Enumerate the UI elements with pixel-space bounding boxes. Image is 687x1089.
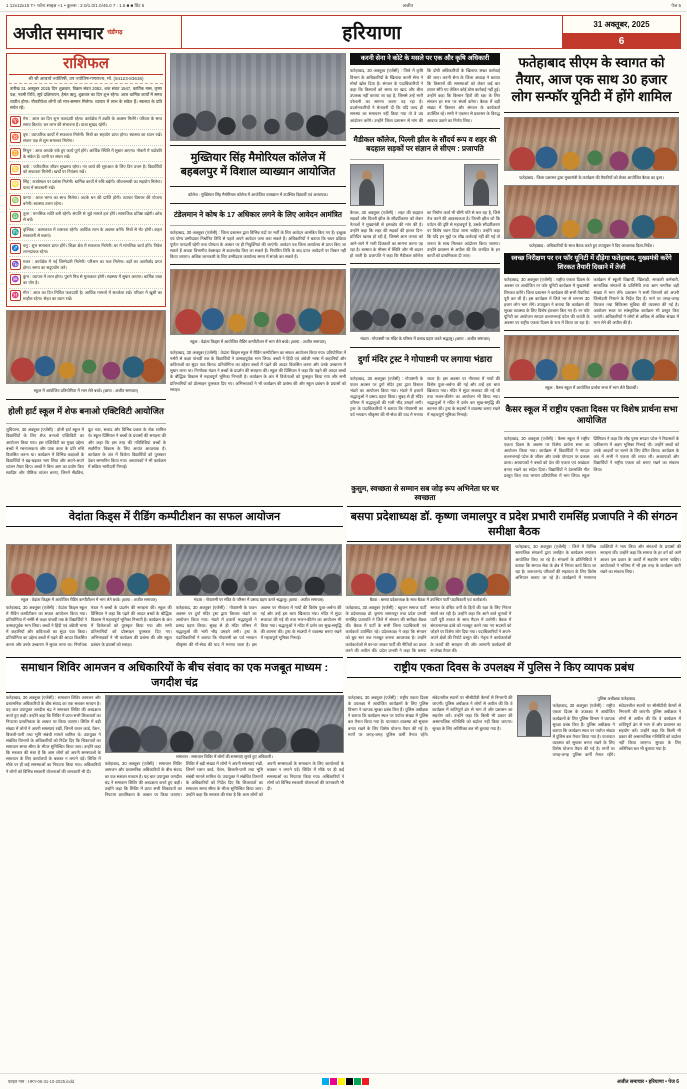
headline-kesar-school: कैसर स्कूल में राष्ट्रीय एकता दिवस पर विशेष प्रार्थना सभा आयोजित bbox=[505, 403, 678, 425]
prepress-left: 1 12x12x15 T+ फॉन्ट साइज़ +1 • कुल्ला : 2.0/1.0/1.0/45.0 7 : 1.5 ■ ■ प्रिंट 5 bbox=[6, 2, 145, 8]
officer-avatar bbox=[517, 695, 551, 737]
article-body-vedanta-lower: फतेहाबाद, 30 अक्तूबर (एजेंसी) : वेदांता किड्स स्कूल में रीडिंग कम्पीटीशन का सफल आयोजन किया गया। प्रतियोगिता में नर्सरी से कक्षा पांचवीं तक के विद्यार्थियों ने उत्साहपूर्वक भाग लिया। बच्चों ने हिंदी एवं अंग्रेजी भाषा में कहानियों और कविताओं का सुंदर पाठ किया। प्रतियोगिता का उद्देश्य बच्चों में पढ़ने की आदत विकसित करना और उनके उच्चारण में सुधार लाना था। निर्णायक मंडल ने बच्चों के प्रदर्शन की सराहना की। स्कूल की प्रिंसिपल ने कहा कि पढ़ने की आदत बच्चों के बौद्धिक विकास में महत्वपूर्ण भूमिका निभाती है। कार्यक्रम के अंत में विजेताओं को पुरस्कृत किया गया और सभी प्रतिभागियों को प्रोत्साहन पुरस्कार दिए गए। अभिभावकों ने भी कार्यक्रम की प्रशंसा की और स्कूल प्रबंधन के प्रयासों को सराहा। bbox=[6, 604, 172, 647]
color-swatches bbox=[322, 1078, 369, 1085]
article-body-bsp: फतेहाबाद, 30 अक्तूबर (एजेंसी) : बहुजन समाज पार्टी के प्रदेशाध्यक्ष डॉ. कृष्णा जमालपुर तथा प्रदेश प्रभारी रामसिंह प्रजापति ने जिले में संगठन की समीक्षा बैठक की। बैठक में पार्टी के सभी जिला पदाधिकारी एवं कार्यकर्ता उपस्थित रहे। प्रदेशाध्यक्ष ने कहा कि संगठन को बूथ स्तर तक मजबूत बनाना आवश्यक है। उन्होंने कार्यकर्ताओं से घर-घर जाकर पार्टी की नीतियों का प्रचार करने की अपील की। प्रदेश प्रभारी ने कहा कि बसपा समाज के वंचित वर्गों के हितों की रक्षा के लिए निरंतर संघर्ष कर रही है। उन्होंने कहा कि आने वाले चुनावों में पार्टी पूरी ताकत के साथ मैदान में उतरेगी। बैठक में संगठनात्मक ढांचे को मजबूत करने तथा नए सदस्यों को जोड़ने पर विशेष जोर दिया गया। पदाधिकारियों ने अपने-अपने क्षेत्रों की रिपोर्ट प्रस्तुत की। नेतृत्व ने कार्यकर्ताओं के कार्यों की सराहना की और आगामी कार्यक्रमों की रूपरेखा तैयार की। bbox=[345, 604, 512, 653]
photo-caption: समाधान : समाधान शिविर में लोगों की समस्याएं सुनते हुए अधिकारी। bbox=[176, 753, 273, 759]
horoscope-text: वृष : व्यापारिक कार्यों में सफलता मिलेगी। मित्रों का सहयोग प्राप्त होगा। स्वास्थ्य का ध्यान रखें। संतान पक्ष से शुभ समाचार मिलेगा। bbox=[23, 131, 162, 143]
list-item bbox=[9, 273, 163, 289]
footer-imprint: अजीत समाचार • हरियाणा • पेज 6 bbox=[616, 1078, 679, 1085]
virgo-icon: ♍ bbox=[10, 195, 21, 206]
bottom-section bbox=[6, 657, 681, 693]
horoscope-text: कर्क : पारिवारिक जीवन सुखमय रहेगा। नए कार्य की शुरुआत के लिए दिन उत्तम है। विद्यार्थियों को सफलता मिलेगी। खर्चों पर नियंत्रण रखें। bbox=[23, 163, 162, 175]
photo-caption: कॉलेज : मुख्तियार सिंह मैमोरियल कॉलेज में आयोजित व्याख्यान में उपस्थित विद्यार्थी एवं अध्यापक। bbox=[187, 191, 329, 197]
section-title: हरियाणा bbox=[342, 23, 402, 44]
banner-bsp: बसपा प्रदेशाध्यक्ष डॉ. कृष्णा जमालपुर व प्रदेश प्रभारी रामसिंह प्रजापति ने की संगठन समीक्षा बैठक bbox=[347, 506, 681, 542]
article-body-vedanta: फतेहाबाद, 30 अक्तूबर (एजेंसी) : वेदांता किड्स स्कूल में रीडिंग कम्पीटीशन का सफल आयोजन किया गया। प्रतियोगिता में नर्सरी से कक्षा पांचवीं तक के विद्यार्थियों ने उत्साहपूर्वक भाग लिया। बच्चों ने हिंदी एवं अंग्रेजी भाषा में कहानियों और कविताओं का सुंदर पाठ किया। प्रतियोगिता का उद्देश्य बच्चों में पढ़ने की आदत विकसित करना और उनके उच्चारण में सुधार लाना था। निर्णायक मंडल ने बच्चों के प्रदर्शन की सराहना की। स्कूल की प्रिंसिपल ने कहा कि पढ़ने की आदत बच्चों के बौद्धिक विकास में महत्वपूर्ण भूमिका निभाती है। कार्यक्रम के अंत में विजेताओं को पुरस्कृत किया गया और सभी प्रतिभागियों को प्रोत्साहन पुरस्कार दिए गए। अभिभावकों ने भी कार्यक्रम की प्रशंसा की और स्कूल प्रबंधन के प्रयासों को सराहा। bbox=[170, 349, 346, 392]
photo-caption: भंडारा : गोपाष्टमी पर मंदिर के परिसर में प्रसाद ग्रहण करते श्रद्धालु। (छाया : अजीत समाचार) bbox=[360, 335, 490, 341]
banner-samadhan: समाधान शिविर आमजन व अधिकारियों के बीच संवाद का एक मजबूत माध्यम : जगदीश चंद्र bbox=[6, 657, 343, 693]
avatar bbox=[464, 164, 498, 206]
banner-vedanta: वेदांता किड्स में रीडिंग कम्पीटीशन का सफल आयोजन bbox=[6, 506, 343, 527]
aries-icon: ♈ bbox=[10, 116, 21, 127]
column-two bbox=[170, 53, 346, 479]
swatch-cyan bbox=[322, 1078, 329, 1085]
horoscope-text: कुंभ : व्यापार में लाभ होगा। पुराने मित्र से मुलाकात होगी। स्वास्थ्य में सुधार आएगा। धार्मिक यात्रा का योग है। bbox=[23, 274, 162, 286]
headline-fatehabad-cm: फतेहाबाद सीएम के स्वागत को तैयार, आज एक साथ 30 हजार लोग सन्फॉर यूनिटी में होंगे शामिल bbox=[511, 55, 672, 104]
article-body-samadhan-2: फतेहाबाद, 30 अक्तूबर (एजेंसी) : समाधान शिविर आमजन और प्रशासनिक अधिकारियों के बीच संवाद का एक सशक्त माध्यम है। यह बात उपायुक्त जगदीश चंद्र ने समाधान शिविर की अध्यक्षता करते हुए कही। उन्होंने कहा कि शिविर में प्राप्त सभी शिकायतों का निपटारा प्राथमिकता के आधार पर किया जाएगा। शिविर में बड़ी संख्या में लोगों ने अपनी समस्याएं रखीं, जिनमें राशन कार्ड, पेंशन, बिजली-पानी तथा भूमि संबंधी मामले शामिल थे। उपायुक्त ने संबंधित विभागों के अधिकारियों को निर्देश दिए कि शिकायतों का समाधान समय सीमा के भीतर सुनिश्चित किया जाए। उन्होंने कहा कि सरकार की मंशा है कि आम लोगों को अपनी समस्याओं के समाधान के लिए कार्यालयों के चक्कर न लगाने पड़ें। शिविर में मौके पर ही कई समस्याओं का निपटारा किया गया। अधिकारियों ने लोगों को विभिन्न सरकारी योजनाओं की जानकारी भी दी। bbox=[104, 761, 344, 797]
bottom-col-4 bbox=[517, 695, 682, 798]
page-body bbox=[6, 53, 681, 479]
banner-police: राष्ट्रीय एकता दिवस के उपलक्ष्य में पुलिस ने किए व्यापक प्रबंध bbox=[347, 657, 681, 678]
article-body-samadhan-1: फतेहाबाद, 30 अक्तूबर (एजेंसी) : समाधान शिविर आमजन और प्रशासनिक अधिकारियों के बीच संवाद का एक सशक्त माध्यम है। यह बात उपायुक्त जगदीश चंद्र ने समाधान शिविर की अध्यक्षता करते हुए कही। उन्होंने कहा कि शिविर में प्राप्त सभी शिकायतों का निपटारा प्राथमिकता के आधार पर किया जाएगा। शिविर में बड़ी संख्या में लोगों ने अपनी समस्याएं रखीं, जिनमें राशन कार्ड, पेंशन, बिजली-पानी तथा भूमि संबंधी मामले शामिल थे। उपायुक्त ने संबंधित विभागों के अधिकारियों को निर्देश दिए कि शिकायतों का समाधान समय सीमा के भीतर सुनिश्चित किया जाए। उन्होंने कहा कि सरकार की मंशा है कि आम लोगों को अपनी समस्याओं के समाधान के लिए कार्यालयों के चक्कर न लगाने पड़ें। शिविर में मौके पर ही कई समस्याओं का निपटारा किया गया। अधिकारियों ने लोगों को विभिन्न सरकारी योजनाओं की जानकारी भी दी। bbox=[6, 694, 101, 774]
bottom-col-1 bbox=[6, 695, 101, 798]
lower-section bbox=[6, 506, 681, 542]
photo-caption: फतेहाबाद : जिला प्रशासन द्वारा मुख्यमंत्री के कार्यक्रम की तैयारियों को लेकर आयोजित बैठक का दृश्य। bbox=[519, 174, 664, 180]
taurus-icon: ♉ bbox=[10, 132, 21, 143]
horoscope-text: तुला : मानसिक शांति बनी रहेगी। संपत्ति से जुड़े मामले हल होंगे। सामाजिक प्रतिष्ठा बढ़ेगी। क्रोध से बचें। bbox=[23, 211, 162, 222]
headline-medical-college: मैडीकल कॉलेज, पिल्ली झील के सौंदर्य रूप व शहर की बदहाल सड़कों पर संज्ञान ले सीएम : प्रजापति bbox=[353, 134, 497, 153]
aquarius-icon: ♒ bbox=[10, 274, 21, 285]
list-item bbox=[9, 241, 163, 257]
headline-kusum: कुसुम, स्वच्छता से सम्मान सब जोड़ रूप अभिनेता घर घर स्वच्छता bbox=[351, 483, 499, 503]
list-item bbox=[9, 225, 163, 241]
horoscope-text: मकर : कार्यक्षेत्र में नई जिम्मेदारी मिलेगी। परिश्रम का फल मिलेगा। बड़ों का आशीर्वाद प्राप्त होगा। समय का सदुपयोग करें। bbox=[23, 258, 162, 270]
headline-tendon: टंडेलमान ने कोष के 17 अधिकार लगने के लिए आवेदन आमंत्रित bbox=[173, 209, 343, 219]
list-item bbox=[9, 115, 163, 131]
photo-caption: फतेहाबाद : अधिकारियों के साथ बैठक करते हुए उपायुक्त ने दिए आवश्यक दिशा-निर्देश। bbox=[529, 243, 654, 249]
list-item bbox=[9, 289, 163, 304]
lower-col-3 bbox=[346, 544, 512, 654]
article-body-police-2: फतेहाबाद, 30 अक्तूबर (एजेंसी) : राष्ट्रीय एकता दिवस के उपलक्ष्य में आयोजित कार्यक्रमों के लिए पुलिस विभाग ने व्यापक सुरक्षा प्रबंध किए हैं। पुलिस अधीक्षक ने बताया कि कार्यक्रम स्थल पर पर्याप्त संख्या में पुलिस बल तैनात किया गया है। यातायात व्यवस्था को सुचारू बनाए रखने के लिए विशेष योजना तैयार की गई है। मार्गों पर जगह-जगह पुलिस कर्मी तैनात रहेंगे। संवेदनशील स्थानों पर सीसीटीवी कैमरों से निगरानी की जाएगी। पुलिस अधीक्षक ने लोगों से अपील की कि वे कार्यक्रम में शांतिपूर्ण ढंग से भाग लें और प्रशासन का सहयोग करें। उन्होंने कहा कि किसी भी प्रकार की असामाजिक गतिविधि को बर्दाश्त नहीं किया जाएगा। सुरक्षा के लिए अतिरिक्त बल भी बुलाया गया है। bbox=[552, 703, 682, 758]
lower-columns bbox=[6, 544, 681, 654]
article-body-medical-college: कैथल, 30 अक्तूबर (एजेंसी) : शहर की बदहाल सड़कों और पिल्ली झील के सौंदर्यीकरण को लेकर नेताओं ने मुख्यमंत्री से हस्तक्षेप की मांग की है। उन्होंने कहा कि शहर की सड़कों की हालत दिन-प्रतिदिन खराब हो रही है, जिससे आम जनता को आने-जाने में भारी दिक्कतों का सामना करना पड़ रहा है। बरसात के मौसम में स्थिति और भी बदतर हो जाती है। प्रजापति ने कहा कि मैडीकल कॉलेज का निर्माण कार्य भी धीमी गति से चल रहा है, जिसे तेज करने की आवश्यकता है। पिल्ली झील जो कि पर्यटन की दृष्टि से महत्वपूर्ण है, उसके सौंदर्यीकरण पर विशेष ध्यान दिया जाना चाहिए। उन्होंने कहा कि यदि इन मुद्दों पर शीघ्र कार्रवाई नहीं की गई तो जनता के साथ मिलकर आंदोलन किया जाएगा। उन्होंने प्रशासन से अपील की कि जनहित के इन कार्यों को प्राथमिकता दी जाए। bbox=[350, 209, 500, 258]
masthead-meta bbox=[562, 16, 680, 48]
photo-caption: स्कूल : वेदांता किड्स में आयोजित रीडिंग कम्पीटीशन में भाग लेते बच्चे। (छाया : अजीत समाचार) bbox=[190, 339, 326, 345]
footer-filename: फाइल नाम : HRY-06-31-10-2025.indd bbox=[8, 1078, 75, 1084]
avatar bbox=[350, 164, 384, 206]
horoscope-text: कन्या : आज भाग्य का साथ मिलेगा। अटके धन की प्राप्ति होगी। व्यापार विस्तार की योजना बनेगी। स्वास्थ्य उत्तम रहेगा। bbox=[23, 195, 162, 207]
samadhan-photo bbox=[105, 695, 344, 753]
list-item bbox=[9, 130, 163, 146]
swatch-black bbox=[346, 1078, 353, 1085]
scorpio-icon: ♏ bbox=[10, 227, 21, 238]
column-three bbox=[350, 53, 500, 479]
vedanta-kids-photo bbox=[170, 269, 346, 335]
headline-holy-heart: होली हार्ट स्कूल में शेफ बनाओ एक्टिविटी आयोजित bbox=[8, 406, 164, 417]
capricorn-icon: ♑ bbox=[10, 259, 21, 270]
list-item bbox=[9, 162, 163, 178]
lower-col-1 bbox=[6, 544, 172, 654]
libra-icon: ♎ bbox=[10, 211, 21, 222]
cancer-icon: ♋ bbox=[10, 164, 21, 175]
swatch-magenta bbox=[330, 1078, 337, 1085]
pisces-icon: ♓ bbox=[10, 290, 21, 301]
durga-lower-photo bbox=[176, 544, 342, 596]
horoscope-byline: श्री श्री आचार्य ज्योतिषी, उप ज्योतिष-गणराज्य, मो. (94123-83636) bbox=[9, 75, 163, 84]
bottom-columns bbox=[6, 695, 681, 798]
kicker-run-for-unity: स्वच्छ निरीक्षण पर रन फॉर यूनिटी में दौड़ेगा फतेहाबाद, मुख्यमंत्री करेंगे शिरकत तैयारी दिखाने में तेजी bbox=[504, 253, 679, 274]
kesar-school-photo bbox=[504, 335, 679, 381]
officer-caption: पुलिस अधीक्षक फतेहाबाद bbox=[597, 695, 635, 701]
photo-caption: स्कूल में आयोजित प्रतियोगिता में भाग लेते बच्चे। (छाया : अजीत समाचार) bbox=[33, 387, 139, 393]
prepress-center: अजीत bbox=[402, 2, 414, 8]
vedanta-lower-photo bbox=[6, 544, 172, 596]
list-item bbox=[9, 194, 163, 210]
publication-date: 31 अक्तूबर, 2025 bbox=[563, 16, 680, 34]
gemini-icon: ♊ bbox=[10, 148, 21, 159]
cm-meeting-photo-1 bbox=[504, 117, 679, 171]
lower-col-2 bbox=[176, 544, 342, 654]
headline-durga-mandir: दुर्गा मंदिर ट्रस्ट ने गोपाष्टमी पर लगाया भंडारा bbox=[357, 354, 493, 365]
kusum-block bbox=[350, 482, 500, 505]
photo-caption: स्कूल : कैसर स्कूल में आयोजित प्रार्थना सभा में भाग लेते विद्यार्थी। bbox=[545, 385, 638, 391]
photo-caption: बैठक : बसपा प्रदेशाध्यक्ष के साथ बैठक में उपस्थित पार्टी पदाधिकारी एवं कार्यकर्ता। bbox=[369, 597, 488, 603]
mid-strip bbox=[6, 482, 681, 505]
sagittarius-icon: ♐ bbox=[10, 243, 21, 254]
swatch-green bbox=[354, 1078, 361, 1085]
horoscope-title: राशिफल bbox=[9, 56, 163, 75]
photo-caption: भंडारा : गोपाष्टमी पर मंदिर के परिसर में प्रसाद ग्रहण करते श्रद्धालु। (छाया : अजीत समाचार) bbox=[193, 597, 324, 603]
prepress-footer bbox=[0, 1073, 687, 1089]
horoscope-text: मेष : आज का दिन शुभ फलदायी रहेगा। कार्यक्षेत्र में उन्नति के अवसर मिलेंगे। परिवार के साथ समय बिताएं। धन लाभ की संभावना है। यात्रा सुखद रहेगी। bbox=[23, 116, 162, 127]
mukhtiar-college-photo bbox=[170, 53, 346, 141]
article-body-holy-heart: लुधियाना, 30 अक्तूबर (एजेंसी) : होली हार्ट स्कूल में विद्यार्थियों के लिए शेफ बनाओ एक्टिविटी का आयोजन किया गया। इस एक्टिविटी का मुख्य उद्देश्य बच्चों में रचनात्मकता और पाक कला के प्रति रुचि विकसित करना था। कार्यक्रम में विभिन्न कक्षाओं के विद्यार्थियों ने बढ़-चढ़कर भाग लिया और अपने-अपने व्यंजन तैयार किए। बच्चों ने बिना आग का प्रयोग किए स्वादिष्ट और पौष्टिक व्यंजन बनाए, जिनमें सैंडविच, फ्रूट चाट, सलाद और विभिन्न प्रकार के शेक शामिल थे। स्कूल प्रिंसिपल ने बच्चों के प्रयासों की सराहना की और कहा कि इस तरह की गतिविधियां बच्चों के सर्वांगीण विकास के लिए अत्यंत आवश्यक हैं। कार्यक्रम के अंत में विजेता विद्यार्थियों को पुरस्कार देकर सम्मानित किया गया। अध्यापकों ने भी कार्यक्रम में सक्रिय भागीदारी निभाई। bbox=[6, 427, 166, 476]
article-body-misc: फतेहाबाद, 30 अक्तूबर (एजेंसी) : जिले में विभिन्न सामाजिक संगठनों द्वारा जनहित के कार्यक्रम लगातार आयोजित किए जा रहे हैं। संगठनों के प्रतिनिधियों ने बताया कि समाज सेवा के क्षेत्र में निरंतर कार्य किया जा रहा है। जरूरतमंद परिवारों की सहायता के लिए विशेष अभियान चलाए जा रहे हैं। कार्यक्रमों में गणमान्य व्यक्तियों ने भाग लिया और संगठनों के प्रयासों की सराहना की। उन्होंने कहा कि समाज के हर वर्ग को आगे आकर इस प्रकार के कार्यों में सहयोग करना चाहिए। आयोजकों ने भविष्य में भी इस तरह के कार्यक्रम जारी रखने का संकल्प लिया। bbox=[515, 544, 681, 581]
page-number: 6 bbox=[563, 34, 680, 48]
lower-col-4 bbox=[515, 544, 681, 654]
vedanta-banner-block bbox=[6, 506, 343, 542]
list-item bbox=[9, 146, 163, 162]
list-item bbox=[9, 178, 163, 194]
bsp-banner-block bbox=[347, 506, 681, 542]
article-body-karni-sena: फतेहाबाद, 30 अक्तूबर (एजेंसी) : जिले में कृषि विभाग के अधिकारियों के खिलाफ करनी सेना ने मोर्चा खोल दिया है। संगठन के पदाधिकारियों ने कहा कि किसानों को समय पर खाद और बीज उपलब्ध नहीं कराया जा रहा है, जिससे उन्हें भारी परेशानी का सामना करना पड़ रहा है। प्रदर्शनकारियों ने चेतावनी दी कि यदि जल्द ही समस्या का समाधान नहीं किया गया तो वे उग्र आंदोलन करेंगे। उन्होंने जिला प्रशासन से मांग की कि दोषी अधिकारियों के खिलाफ सख्त कार्रवाई की जाए। करनी सेना के जिला अध्यक्ष ने बताया कि किसानों की समस्याओं को लेकर कई बार ज्ञापन सौंपे गए लेकिन कोई ठोस कार्रवाई नहीं हुई। उन्होंने कहा कि किसान हितों की रक्षा के लिए संगठन हर स्तर पर संघर्ष करेगा। बैठक में बड़ी संख्या में किसान और संगठन के कार्यकर्ता उपस्थित रहे। सभी ने एकमत से प्रशासन के विरुद्ध आवाज उठाने का निर्णय लिया। bbox=[350, 68, 500, 123]
newspaper-logo: अजीत समाचार bbox=[13, 23, 104, 43]
horoscope-text: सिंह : कार्यस्थल पर प्रशंसा मिलेगी। धार्मिक कार्यों में रुचि बढ़ेगी। जीवनसाथी का सहयोग मिलेगा। यात्रा में सावधानी रखें। bbox=[23, 179, 162, 191]
list-item bbox=[9, 210, 163, 226]
samadhan-banner-block bbox=[6, 657, 343, 693]
edition-label: चंडीगढ़ bbox=[107, 30, 123, 36]
article-body-durga-mandir: फतेहाबाद, 30 अक्तूबर (एजेंसी) : गोपाष्टमी के पावन अवसर पर दुर्गा मंदिर ट्रस्ट द्वारा विशाल भंडारे का आयोजन किया गया। भंडारे में हजारों श्रद्धालुओं ने प्रसाद ग्रहण किया। सुबह से ही मंदिर परिसर में श्रद्धालुओं की भारी भीड़ उमड़ने लगी। ट्रस्ट के पदाधिकारियों ने बताया कि गोपाष्टमी का पर्व भगवान श्रीकृष्ण की गौ-सेवा की याद में मनाया जाता है। इस अवसर पर गौशाला में गायों की विशेष पूजा-अर्चना की गई और उन्हें हरा चारा खिलाया गया। मंदिर में सुंदर सजावट की गई थी तथा भजन-कीर्तन का आयोजन भी किया गया। श्रद्धालुओं ने मंदिर में दर्शन कर सुख-समृद्धि की कामना की। ट्रस्ट के सदस्यों ने व्यवस्था बनाए रखने में महत्वपूर्ण भूमिका निभाई। bbox=[350, 375, 500, 418]
headline-mukhtiar-college: मुख्तियार सिंह मैमोरियल कॉलेज में बहबलपुर में विशाल व्याख्यान आयोजित bbox=[180, 152, 336, 178]
holy-heart-photo bbox=[6, 310, 166, 384]
article-body-police-1: फतेहाबाद, 30 अक्तूबर (एजेंसी) : राष्ट्रीय एकता दिवस के उपलक्ष्य में आयोजित कार्यक्रमों के लिए पुलिस विभाग ने व्यापक सुरक्षा प्रबंध किए हैं। पुलिस अधीक्षक ने बताया कि कार्यक्रम स्थल पर पर्याप्त संख्या में पुलिस बल तैनात किया गया है। यातायात व्यवस्था को सुचारू बनाए रखने के लिए विशेष योजना तैयार की गई है। मार्गों पर जगह-जगह पुलिस कर्मी तैनात रहेंगे। संवेदनशील स्थानों पर सीसीटीवी कैमरों से निगरानी की जाएगी। पुलिस अधीक्षक ने लोगों से अपील की कि वे कार्यक्रम में शांतिपूर्ण ढंग से भाग लें और प्रशासन का सहयोग करें। उन्होंने कहा कि किसी भी प्रकार की असामाजिक गतिविधि को बर्दाश्त नहीं किया जाएगा। सुरक्षा के लिए अतिरिक्त बल भी बुलाया गया है। bbox=[348, 694, 513, 737]
column-four bbox=[504, 53, 679, 479]
column-one bbox=[6, 53, 166, 479]
bottom-col-2 bbox=[105, 695, 344, 798]
article-body-kesar-school: फतेहाबाद, 30 अक्तूबर (एजेंसी) : कैसर स्कूल में राष्ट्रीय एकता दिवस के अवसर पर विशेष प्रार्थना सभा का आयोजन किया गया। कार्यक्रम में विद्यार्थियों ने सरदार वल्लभभाई पटेल के जीवन और उनके योगदान पर प्रकाश डाला। अध्यापकों ने बच्चों को देश की एकता एवं अखंडता बनाए रखने का संदेश दिया। विद्यार्थियों ने देशभक्ति गीत प्रस्तुत किए तथा भाषण प्रतियोगिता में भाग लिया। स्कूल प्रिंसिपल ने कहा कि लौह पुरुष सरदार पटेल ने रियासतों के एकीकरण में अहम भूमिका निभाई थी। उन्होंने बच्चों को उनके आदर्शों पर चलने के लिए प्रेरित किया। कार्यक्रम के अंत में सभी ने एकता की शपथ ली। अध्यापकों और विद्यार्थियों ने राष्ट्रीय एकता को बनाए रखने का संकल्प लिया। bbox=[504, 435, 679, 478]
durga-mandir-photo bbox=[350, 268, 500, 332]
swatch-yellow bbox=[338, 1078, 345, 1085]
horoscope-text: मीन : आज का दिन मिश्रित फलदायी है। आर्थिक मामलों में सतर्कता रखें। परिवार में खुशी का माहौल रहेगा। सेहत का ध्यान रखें। bbox=[23, 290, 162, 302]
horoscope-intro: तारीख 31 अक्तूबर 2025 दिन शुक्रवार, विक्रम संवत 2082, शक संवत 1947, कार्तिक मास, कृष्ण पक्ष, नवमी तिथि, सूर्य दक्षिणायन, हेमंत ऋतु, शुक्रवार का दिन शुभ रहेगा। आज धार्मिक कार्यों में समय व्यतीत होगा। नौकरीपेशा लोगों को मान-सम्मान मिलेगा। व्यापार में लाभ के संकेत हैं। स्वास्थ्य के प्रति सचेत रहें। bbox=[9, 84, 163, 115]
masthead bbox=[6, 15, 681, 49]
police-banner-block bbox=[347, 657, 681, 693]
photo-caption: स्कूल : वेदांता किड्स में आयोजित रीडिंग कम्पीटीशन में भाग लेते बच्चे। (छाया : अजीत समाचार) bbox=[21, 597, 157, 603]
bottom-col-3 bbox=[348, 695, 513, 798]
leo-icon: ♌ bbox=[10, 179, 21, 190]
masthead-section bbox=[182, 16, 562, 48]
swatch-red bbox=[362, 1078, 369, 1085]
horoscope-text: धनु : शुभ समाचार प्राप्त होंगे। शिक्षा क्षेत्र में सफलता मिलेगी। घर में मांगलिक कार्य होंगे। निवेश लाभदायक रहेगा। bbox=[23, 242, 162, 254]
horoscope-text: मिथुन : आज आपके रुके हुए कार्य पूर्ण होंगे। आर्थिक स्थिति में सुधार आएगा। नौकरी में पदोन्नति के संकेत हैं। वाणी पर संयम रखें। bbox=[23, 147, 162, 159]
cm-meeting-photo-2 bbox=[504, 185, 679, 239]
kicker-karni-sena: करनी सेना ने कोटे के मसले पर एक और कृषि अधिकारी bbox=[350, 53, 500, 65]
prepress-right: पेज 5 bbox=[671, 2, 681, 8]
article-body-fatehabad-cm: फतेहाबाद, 30 अक्तूबर (एजेंसी) : राष्ट्रीय एकता दिवस के अवसर पर आयोजित रन फॉर यूनिटी कार्यक्रम में मुख्यमंत्री शिरकत करेंगे। जिला प्रशासन ने कार्यक्रम की सभी तैयारियां पूरी कर ली हैं। इस कार्यक्रम में जिले भर से लगभग 30 हजार लोग भाग लेंगे। उपायुक्त ने बताया कि कार्यक्रम की सुरक्षा व्यवस्था के लिए विशेष इंतजाम किए गए हैं। रन फॉर यूनिटी का आयोजन सरदार वल्लभभाई पटेल की जयंती के अवसर पर राष्ट्रीय एकता दिवस के रूप में किया जा रहा है। कार्यक्रम में स्कूली विद्यार्थी, खिलाड़ी, सरकारी कर्मचारी, सामाजिक संगठनों के प्रतिनिधि तथा आम नागरिक बड़ी संख्या में भाग लेंगे। प्रशासन ने सभी विभागों को अपनी जिम्मेदारी निभाने के निर्देश दिए हैं। मार्ग पर जगह-जगह पेयजल तथा चिकित्सा सुविधा की व्यवस्था की गई है। आयोजन स्थल पर सांस्कृतिक कार्यक्रम भी प्रस्तुत किए जाएंगे। अधिकारियों ने लोगों से अधिक से अधिक संख्या में भाग लेने की अपील की है। bbox=[504, 277, 679, 326]
bsp-meeting-photo bbox=[346, 544, 512, 596]
article-body-tendon: फतेहाबाद, 30 अक्तूबर (एजेंसी) : जिला प्रशासन द्वारा विभिन्न पदों पर भर्ती के लिए आवेदन आमंत्रित किए गए हैं। इच्छुक एवं योग्य उम्मीदवार निर्धारित तिथि से पहले अपने आवेदन जमा करा सकते हैं। अधिकारियों ने बताया कि चयन प्रक्रिया पूर्णतः पारदर्शी रहेगी तथा योग्यता के आधार पर ही नियुक्तियां की जाएंगी। आवेदन पत्र जिला कार्यालय से प्राप्त किए जा सकते हैं अथवा विभागीय वेबसाइट से डाउनलोड किए जा सकते हैं। निर्धारित तिथि के बाद प्राप्त आवेदनों पर विचार नहीं किया जाएगा। अधिक जानकारी के लिए उम्मीदवार कार्यालय समय में संपर्क कर सकते हैं। bbox=[170, 229, 346, 260]
list-item bbox=[9, 257, 163, 273]
masthead-brand bbox=[7, 16, 182, 48]
prepress-strip bbox=[0, 0, 687, 12]
horoscope-text: वृश्चिक : कामकाज में व्यस्तता रहेगी। आर्थिक लाभ के अवसर बनेंगे। मित्रों से भेंट होगी। वाहन सावधानी से चलाएं। bbox=[23, 226, 162, 238]
horoscope-box bbox=[6, 53, 166, 307]
article-body-durga-lower: फतेहाबाद, 30 अक्तूबर (एजेंसी) : गोपाष्टमी के पावन अवसर पर दुर्गा मंदिर ट्रस्ट द्वारा विशाल भंडारे का आयोजन किया गया। भंडारे में हजारों श्रद्धालुओं ने प्रसाद ग्रहण किया। सुबह से ही मंदिर परिसर में श्रद्धालुओं की भारी भीड़ उमड़ने लगी। ट्रस्ट के पदाधिकारियों ने बताया कि गोपाष्टमी का पर्व भगवान श्रीकृष्ण की गौ-सेवा की याद में मनाया जाता है। इस अवसर पर गौशाला में गायों की विशेष पूजा-अर्चना की गई और उन्हें हरा चारा खिलाया गया। मंदिर में सुंदर सजावट की गई थी तथा भजन-कीर्तन का आयोजन भी किया गया। श्रद्धालुओं ने मंदिर में दर्शन कर सुख-समृद्धि की कामना की। ट्रस्ट के सदस्यों ने व्यवस्था बनाए रखने में महत्वपूर्ण भूमिका निभाई। bbox=[175, 604, 342, 647]
